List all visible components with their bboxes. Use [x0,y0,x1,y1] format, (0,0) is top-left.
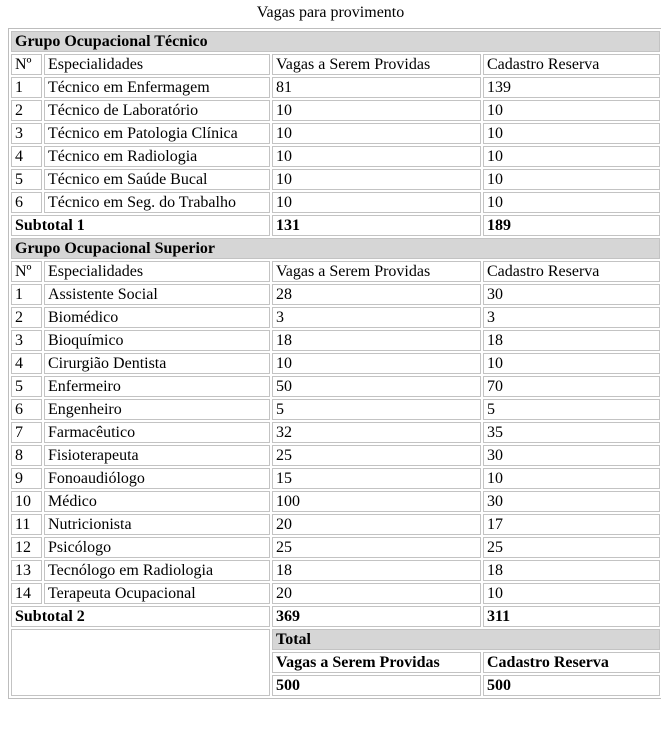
table-row [11,100,660,121]
cell-reserva: 10 [483,146,660,167]
cell-vagas: 100 [272,491,481,512]
cell-reserva: 30 [483,491,660,512]
col-header-reserva: Cadastro Reserva [483,261,660,282]
cell-reserva: 3 [483,307,660,328]
col-header-especialidades: Especialidades [44,54,270,75]
table-row [11,583,660,604]
table-row [11,307,660,328]
column-header-row [11,54,660,75]
cell-vagas: 28 [272,284,481,305]
cell-reserva: 10 [483,468,660,489]
subtotal-label: Subtotal 1 [11,215,270,236]
cell-especialidade: Técnico de Laboratório [44,100,270,121]
cell-num: 5 [11,169,42,190]
table-row [11,192,660,213]
cell-vagas: 50 [272,376,481,397]
total-title: Total [272,629,660,650]
cell-num: 4 [11,353,42,374]
cell-num: 4 [11,146,42,167]
table-row [11,537,660,558]
cell-vagas: 25 [272,537,481,558]
cell-num: 5 [11,376,42,397]
table-row [11,422,660,443]
cell-reserva: 18 [483,330,660,351]
cell-reserva: 10 [483,100,660,121]
subtotal-row [11,215,660,236]
table-row [11,468,660,489]
cell-vagas: 10 [272,123,481,144]
total-col-header-vagas: Vagas a Serem Providas [272,652,481,673]
cell-num: 9 [11,468,42,489]
cell-vagas: 18 [272,330,481,351]
cell-especialidade: Técnico em Radiologia [44,146,270,167]
table-row [11,560,660,581]
cell-num: 14 [11,583,42,604]
table-row [11,491,660,512]
subtotal-row [11,606,660,627]
cell-num: 7 [11,422,42,443]
table-row [11,284,660,305]
cell-especialidade: Enfermeiro [44,376,270,397]
subtotal-vagas: 131 [272,215,481,236]
cell-vagas: 25 [272,445,481,466]
cell-num: 2 [11,307,42,328]
cell-reserva: 18 [483,560,660,581]
total-vagas: 500 [272,675,481,696]
cell-especialidade: Psicólogo [44,537,270,558]
cell-especialidade: Tecnólogo em Radiologia [44,560,270,581]
group-title: Grupo Ocupacional Superior [11,238,660,259]
column-header-row [11,261,660,282]
vagas-table-body [11,31,660,696]
cell-especialidade: Assistente Social [44,284,270,305]
cell-vagas: 10 [272,353,481,374]
cell-especialidade: Técnico em Enfermagem [44,77,270,98]
cell-vagas: 10 [272,100,481,121]
table-row [11,445,660,466]
cell-vagas: 15 [272,468,481,489]
table-row [11,376,660,397]
subtotal-label: Subtotal 2 [11,606,270,627]
cell-reserva: 10 [483,169,660,190]
cell-especialidade: Médico [44,491,270,512]
group-title: Grupo Ocupacional Técnico [11,31,660,52]
table-row [11,123,660,144]
cell-especialidade: Técnico em Saúde Bucal [44,169,270,190]
total-reserva: 500 [483,675,660,696]
group-header-row [11,238,660,259]
cell-reserva: 70 [483,376,660,397]
cell-especialidade: Técnico em Seg. do Trabalho [44,192,270,213]
group-header-row [11,31,660,52]
col-header-vagas: Vagas a Serem Providas [272,54,481,75]
table-row [11,330,660,351]
cell-reserva: 5 [483,399,660,420]
cell-num: 6 [11,399,42,420]
cell-num: 1 [11,284,42,305]
cell-especialidade: Fisioterapeuta [44,445,270,466]
cell-vagas: 20 [272,514,481,535]
cell-vagas: 10 [272,192,481,213]
col-header-num: Nº [11,54,42,75]
cell-num: 13 [11,560,42,581]
col-header-especialidades: Especialidades [44,261,270,282]
cell-num: 11 [11,514,42,535]
subtotal-reserva: 189 [483,215,660,236]
cell-especialidade: Farmacêutico [44,422,270,443]
cell-vagas: 81 [272,77,481,98]
total-empty-cell [11,629,270,696]
cell-reserva: 10 [483,353,660,374]
cell-vagas: 10 [272,169,481,190]
subtotal-reserva: 311 [483,606,660,627]
cell-vagas: 20 [272,583,481,604]
cell-num: 6 [11,192,42,213]
table-row [11,399,660,420]
col-header-reserva: Cadastro Reserva [483,54,660,75]
cell-num: 10 [11,491,42,512]
cell-especialidade: Cirurgião Dentista [44,353,270,374]
cell-especialidade: Terapeuta Ocupacional [44,583,270,604]
table-row [11,77,660,98]
cell-num: 12 [11,537,42,558]
cell-num: 3 [11,330,42,351]
total-col-header-reserva: Cadastro Reserva [483,652,660,673]
table-row [11,353,660,374]
cell-reserva: 30 [483,445,660,466]
page-title: Vagas para provimento [256,4,405,21]
cell-reserva: 139 [483,77,660,98]
cell-vagas: 3 [272,307,481,328]
cell-especialidade: Engenheiro [44,399,270,420]
table-row [11,146,660,167]
cell-especialidade: Biomédico [44,307,270,328]
cell-vagas: 18 [272,560,481,581]
col-header-vagas: Vagas a Serem Providas [272,261,481,282]
cell-vagas: 32 [272,422,481,443]
cell-especialidade: Bioquímico [44,330,270,351]
cell-vagas: 10 [272,146,481,167]
cell-reserva: 10 [483,123,660,144]
cell-vagas: 5 [272,399,481,420]
cell-reserva: 17 [483,514,660,535]
cell-especialidade: Fonoaudiólogo [44,468,270,489]
table-row [11,169,660,190]
total-header-row [11,629,660,650]
subtotal-vagas: 369 [272,606,481,627]
cell-especialidade: Nutricionista [44,514,270,535]
cell-reserva: 30 [483,284,660,305]
col-header-num: Nº [11,261,42,282]
cell-num: 1 [11,77,42,98]
cell-num: 8 [11,445,42,466]
cell-num: 3 [11,123,42,144]
cell-reserva: 10 [483,192,660,213]
cell-num: 2 [11,100,42,121]
cell-reserva: 25 [483,537,660,558]
cell-reserva: 10 [483,583,660,604]
table-row [11,514,660,535]
cell-reserva: 35 [483,422,660,443]
cell-especialidade: Técnico em Patologia Clínica [44,123,270,144]
vagas-table [8,28,661,699]
